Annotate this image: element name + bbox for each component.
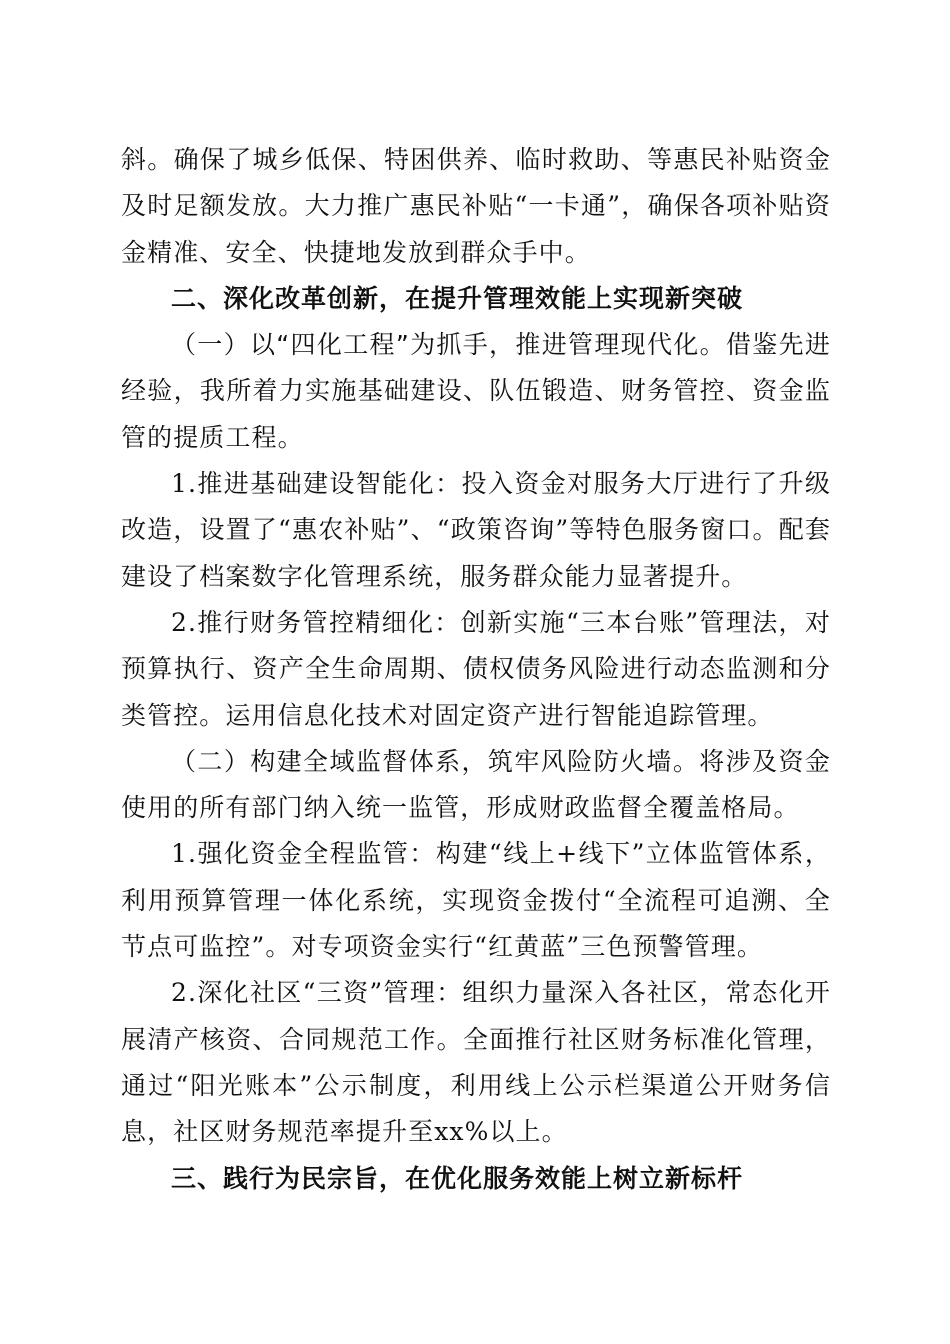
paragraph-text: 将涉及资金使用的所有部门纳入统一监管，形成财政监督全覆盖格局。 <box>121 746 831 823</box>
subsection-heading-2: （二）构建全域监督体系，筑牢风险防火墙。 <box>171 746 700 776</box>
paragraph-item-2-1: 1.强化资金全程监管：构建“线上+线下”立体监管体系，利用预算管理一体化系统，实现资金拨付“全流程可追溯、全节点可监控”。对专项资金实行“红黄蓝”三色预警管理。 <box>121 839 831 962</box>
section-heading-3: 三、践行为民宗旨，在优化服务效能上树立新标杆 <box>171 1163 744 1193</box>
paragraph-item-2-2: 2.深化社区“三资”管理：组织力量深入各社区，常态化开展清产核资、合同规范工作。全面推行社区财务标准化管理，通过“阳光账本”公示制度，利用线上公示栏渠道公开财务信息，社区财务规范率提升至xx%以上。 <box>121 978 831 1147</box>
paragraph-text: 借鉴先进经验，我所着力实施基础建设、队伍锻造、财务管控、资金监管的提质工程。 <box>121 330 831 452</box>
paragraph-item-1-2: 2.推行财务管控精细化：创新实施“三本台账”管理法，对预算执行、资产全生命周期、债权债务风险进行动态监测和分类管控。运用信息化技术对固定资产进行智能追踪管理。 <box>121 607 831 730</box>
paragraph-continued: 斜。确保了城乡低保、特困供养、临时救助、等惠民补贴资金及时足额发放。大力推广惠民补贴“一卡通”，确保各项补贴资金精准、安全、快捷地发放到群众手中。 <box>121 145 831 267</box>
paragraph-item-1-1: 1.推进基础建设智能化：投入资金对服务大厅进行了升级改造，设置了“惠农补贴”、“政策咨询”等特色服务窗口。配套建设了档案数字化管理系统，服务群众能力显著提升。 <box>121 469 831 591</box>
paragraph-subsection-2 <box>121 739 831 832</box>
paragraph-subsection-1 <box>121 322 831 461</box>
document-body <box>121 137 831 1202</box>
subsection-heading-1: （一）以“四化工程”为抓手，推进管理现代化。 <box>171 330 726 360</box>
section-heading-2: 二、深化改革创新，在提升管理效能上实现新突破 <box>171 283 744 313</box>
